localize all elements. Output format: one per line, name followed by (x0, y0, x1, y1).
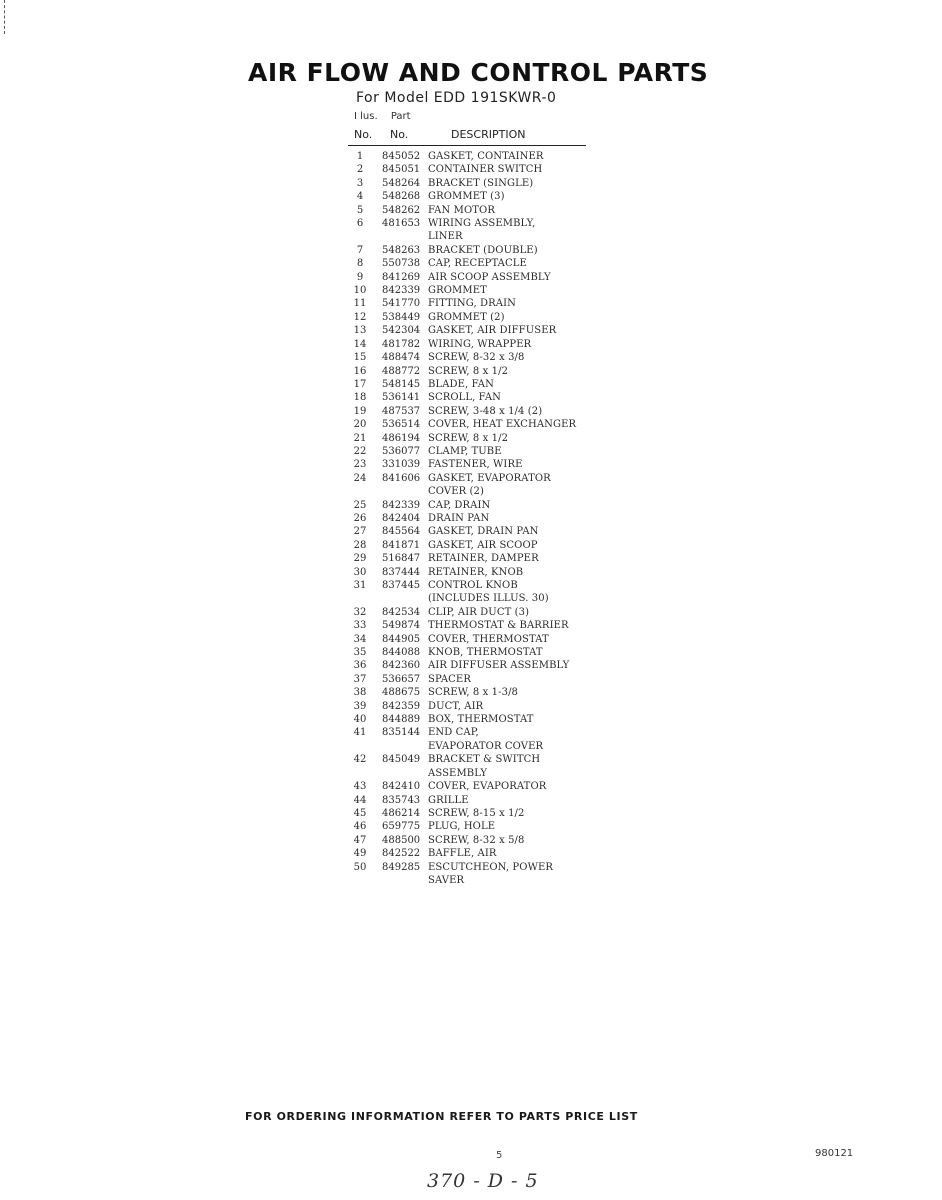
parts-row (350, 244, 610, 257)
illus-number: 38 (353, 687, 367, 699)
part-number: 845049 (382, 754, 421, 766)
illus-number: 15 (353, 352, 367, 364)
part-number: 849285 (382, 861, 421, 873)
illus-number: 44 (353, 794, 367, 806)
part-description: CAP, RECEPTACLE (428, 258, 527, 270)
no-header: No. (354, 128, 373, 141)
parts-row (350, 324, 610, 337)
parts-row (350, 271, 610, 284)
parts-row (350, 633, 610, 646)
part-description: GROMMET (428, 285, 487, 297)
part-number: 842534 (382, 606, 421, 618)
part-description: CLIP, AIR DUCT (3) (428, 606, 530, 618)
part-number: 542304 (382, 325, 421, 337)
parts-row (350, 418, 610, 431)
page-number: 5 (496, 1150, 503, 1161)
part-description: SCREW, 8 x 1/2 (428, 365, 509, 377)
part-number: 486214 (382, 807, 421, 819)
parts-row (350, 217, 610, 244)
part-number: 842522 (382, 848, 421, 860)
parts-row (350, 726, 610, 753)
illus-number: 29 (353, 553, 367, 565)
illus-number: 35 (353, 647, 367, 659)
part-number: 842404 (382, 512, 421, 524)
part-description: WIRING ASSEMBLY, LINER (428, 218, 536, 243)
part-description: RETAINER, KNOB (428, 566, 524, 578)
part-number: 842359 (382, 700, 421, 712)
part-description: SCREW, 8-32 x 3/8 (428, 352, 525, 364)
part-number: 837445 (382, 580, 421, 591)
parts-row (350, 686, 610, 699)
part-description: SCREW, 8-15 x 1/2 (428, 807, 525, 819)
part-number: 844889 (382, 714, 421, 726)
illus-number: 5 (356, 204, 364, 216)
column-header-top (354, 111, 411, 122)
part-description: GASKET, AIR DIFFUSER (428, 325, 557, 337)
parts-row (350, 190, 610, 203)
part-description: COVER, EVAPORATOR (428, 781, 547, 793)
part-description: DRAIN PAN (428, 512, 490, 524)
part-description: CLAMP, TUBE (428, 445, 502, 457)
part-description: FITTING, DRAIN (428, 298, 516, 310)
illus-number: 22 (353, 445, 367, 457)
illus-number: 42 (353, 754, 367, 766)
parts-row (350, 311, 610, 324)
parts-row (350, 566, 610, 579)
part-description: GRILLE (428, 794, 469, 806)
illus-number: 16 (353, 365, 367, 377)
part-description: SCROLL, FAN (428, 392, 502, 404)
parts-row (350, 445, 610, 458)
parts-row (350, 753, 610, 780)
illus-number: 18 (353, 392, 367, 404)
part-number: 845051 (382, 164, 421, 176)
parts-row (350, 458, 610, 471)
part-description: AIR DIFFUSER ASSEMBLY (428, 660, 570, 672)
illus-number: 28 (353, 539, 367, 551)
part-number: 835743 (382, 794, 421, 806)
header-rule (348, 145, 586, 146)
illus-number: 12 (353, 311, 367, 323)
part-number: 488500 (382, 834, 421, 846)
parts-row (350, 606, 610, 619)
illus-number: 13 (353, 325, 367, 337)
illus-number: 2 (356, 164, 364, 176)
parts-row (350, 257, 610, 270)
part-description: SCREW, 8-32 x 5/8 (428, 834, 525, 846)
part-description: AIR SCOOP ASSEMBLY (428, 271, 551, 283)
part-number: 548264 (382, 177, 421, 189)
part-description: CONTAINER SWITCH (428, 164, 543, 176)
part-number: 538449 (382, 311, 421, 323)
illus-number: 30 (353, 566, 367, 578)
illus-number: 49 (353, 848, 367, 860)
part-description: FASTENER, WIRE (428, 459, 523, 471)
part-number: 536657 (382, 673, 421, 685)
part-description: GASKET, CONTAINER (428, 151, 544, 162)
part-number: 488474 (382, 352, 421, 364)
part-description: BLADE, FAN (428, 378, 494, 390)
parts-row (350, 659, 610, 672)
part-number: 845564 (382, 526, 421, 538)
part-description: COVER, THERMOSTAT (428, 633, 549, 645)
parts-row (350, 391, 610, 404)
illus-number: 23 (353, 459, 367, 471)
illus-number: 47 (353, 834, 367, 846)
part-description: GROMMET (2) (428, 311, 505, 323)
part-number: 837444 (382, 566, 421, 578)
parts-row (350, 150, 610, 163)
parts-list (350, 150, 610, 887)
illus-number: 50 (353, 861, 367, 873)
part-number: 541770 (382, 298, 421, 310)
part-description: WIRING, WRAPPER (428, 338, 532, 350)
parts-row (350, 847, 610, 860)
part-description: ESCUTCHEON, POWER SAVER (428, 861, 553, 886)
illus-number: 20 (353, 419, 367, 431)
illus-header: I lus. (354, 111, 378, 122)
part-number: 841269 (382, 271, 421, 283)
part-description: BRACKET & SWITCH ASSEMBLY (428, 754, 541, 779)
illus-number: 4 (356, 191, 364, 203)
part-number: 548268 (382, 191, 421, 203)
illus-number: 39 (353, 700, 367, 712)
part-description: CAP, DRAIN (428, 499, 491, 511)
illus-number: 25 (353, 499, 367, 511)
part-number: 659775 (382, 821, 421, 833)
part-number: 536514 (382, 419, 421, 431)
part-number: 548145 (382, 378, 421, 390)
part-number: 488772 (382, 365, 421, 377)
part-number: 844088 (382, 647, 421, 659)
part-description: COVER, HEAT EXCHANGER (428, 419, 577, 431)
parts-row (350, 780, 610, 793)
parts-row (350, 579, 610, 606)
parts-row (350, 552, 610, 565)
illus-number: 43 (353, 781, 367, 793)
part-description: GROMMET (3) (428, 191, 505, 203)
parts-row (350, 499, 610, 512)
parts-row (350, 713, 610, 726)
parts-row (350, 365, 610, 378)
illus-number: 46 (353, 821, 367, 833)
part-description: BOX, THERMOSTAT (428, 714, 534, 726)
document-code: 980121 (815, 1148, 854, 1159)
part-number: 536141 (382, 392, 421, 404)
model-subtitle: For Model EDD 191SKWR-0 (356, 90, 557, 106)
illus-number: 36 (353, 660, 367, 672)
parts-row (350, 673, 610, 686)
illus-number: 11 (353, 298, 367, 310)
illus-number: 45 (353, 807, 367, 819)
parts-row (350, 432, 610, 445)
illus-number: 9 (356, 271, 364, 283)
description-header: DESCRIPTION (451, 128, 526, 141)
part-number: 516847 (382, 553, 421, 565)
part-number: 487537 (382, 405, 421, 417)
part-no-header: No. (390, 128, 409, 141)
part-description: KNOB, THERMOSTAT (428, 647, 543, 659)
part-number: 842339 (382, 499, 421, 511)
parts-row (350, 525, 610, 538)
part-description: GASKET, AIR SCOOP (428, 539, 538, 551)
parts-row (350, 794, 610, 807)
page-title: AIR FLOW AND CONTROL PARTS (248, 58, 709, 87)
part-number: 536077 (382, 445, 421, 457)
part-description: BRACKET (DOUBLE) (428, 244, 538, 256)
illus-number: 6 (356, 218, 364, 230)
part-number: 549874 (382, 620, 421, 632)
part-number: 550738 (382, 258, 421, 270)
illus-number: 37 (353, 673, 367, 685)
parts-row (350, 297, 610, 310)
parts-row (350, 807, 610, 820)
illus-number: 40 (353, 714, 367, 726)
parts-row (350, 204, 610, 217)
part-description: SCREW, 8 x 1-3/8 (428, 687, 519, 699)
parts-row (350, 163, 610, 176)
part-number: 841871 (382, 539, 421, 551)
ordering-info-footer: FOR ORDERING INFORMATION REFER TO PARTS PRICE LIST (245, 1110, 638, 1123)
part-number: 481782 (382, 338, 421, 350)
part-description: PLUG, HOLE (428, 821, 496, 833)
part-description: GASKET, DRAIN PAN (428, 526, 539, 538)
part-description: BRACKET (SINGLE) (428, 177, 534, 189)
illus-number: 32 (353, 606, 367, 618)
illus-number: 26 (353, 512, 367, 524)
illus-number: 17 (353, 378, 367, 390)
part-number: 845052 (382, 151, 421, 162)
illus-number: 21 (353, 432, 367, 444)
part-number: 548262 (382, 204, 421, 216)
illus-number: 8 (356, 258, 364, 270)
parts-row (350, 619, 610, 632)
parts-row (350, 177, 610, 190)
part-number: 842410 (382, 781, 421, 793)
parts-row (350, 405, 610, 418)
part-description: SCREW, 8 x 1/2 (428, 432, 509, 444)
part-description: CONTROL KNOB (INCLUDES ILLUS. 30) (428, 580, 549, 605)
parts-row (350, 700, 610, 713)
illus-number: 14 (353, 338, 367, 350)
part-description: THERMOSTAT & BARRIER (428, 620, 569, 632)
part-description: GASKET, EVAPORATOR COVER (2) (428, 472, 551, 498)
part-number: 486194 (382, 432, 421, 444)
parts-row (350, 338, 610, 351)
part-number: 488675 (382, 687, 421, 699)
part-number: 841606 (382, 472, 421, 484)
part-header: Part (390, 111, 411, 122)
part-description: FAN MOTOR (428, 204, 495, 216)
part-number: 835144 (382, 727, 421, 739)
illus-number: 10 (353, 285, 367, 297)
part-description: RETAINER, DAMPER (428, 553, 539, 565)
illus-number: 33 (353, 620, 367, 632)
illus-number: 3 (356, 177, 364, 189)
part-number: 331039 (382, 459, 421, 471)
illus-number: 19 (353, 405, 367, 417)
part-description: END CAP, EVAPORATOR COVER (428, 727, 544, 752)
part-number: 842339 (382, 285, 421, 297)
illus-number: 27 (353, 526, 367, 538)
part-description: SCREW, 3-48 x 1/4 (2) (428, 405, 543, 417)
parts-row (350, 351, 610, 364)
parts-row (350, 284, 610, 297)
part-description: BAFFLE, AIR (428, 848, 497, 860)
parts-row (350, 820, 610, 833)
parts-row (350, 861, 610, 888)
part-number: 842360 (382, 660, 421, 672)
illus-number: 1 (356, 151, 364, 162)
part-description: SPACER (428, 673, 471, 685)
illus-number: 34 (353, 633, 367, 645)
illus-number: 41 (353, 727, 367, 739)
part-number: 548263 (382, 244, 421, 256)
scan-edge-mark (4, 0, 6, 34)
part-number: 844905 (382, 633, 421, 645)
illus-number: 24 (353, 472, 367, 484)
handwritten-note: 370 - D - 5 (427, 1170, 539, 1192)
parts-row (350, 834, 610, 847)
parts-row (350, 512, 610, 525)
illus-number: 31 (353, 580, 367, 591)
parts-row (350, 539, 610, 552)
illus-number: 7 (356, 244, 364, 256)
parts-row (350, 378, 610, 391)
parts-row (350, 646, 610, 659)
part-description: DUCT, AIR (428, 700, 484, 712)
part-number: 481653 (382, 218, 421, 230)
parts-row (350, 472, 610, 499)
